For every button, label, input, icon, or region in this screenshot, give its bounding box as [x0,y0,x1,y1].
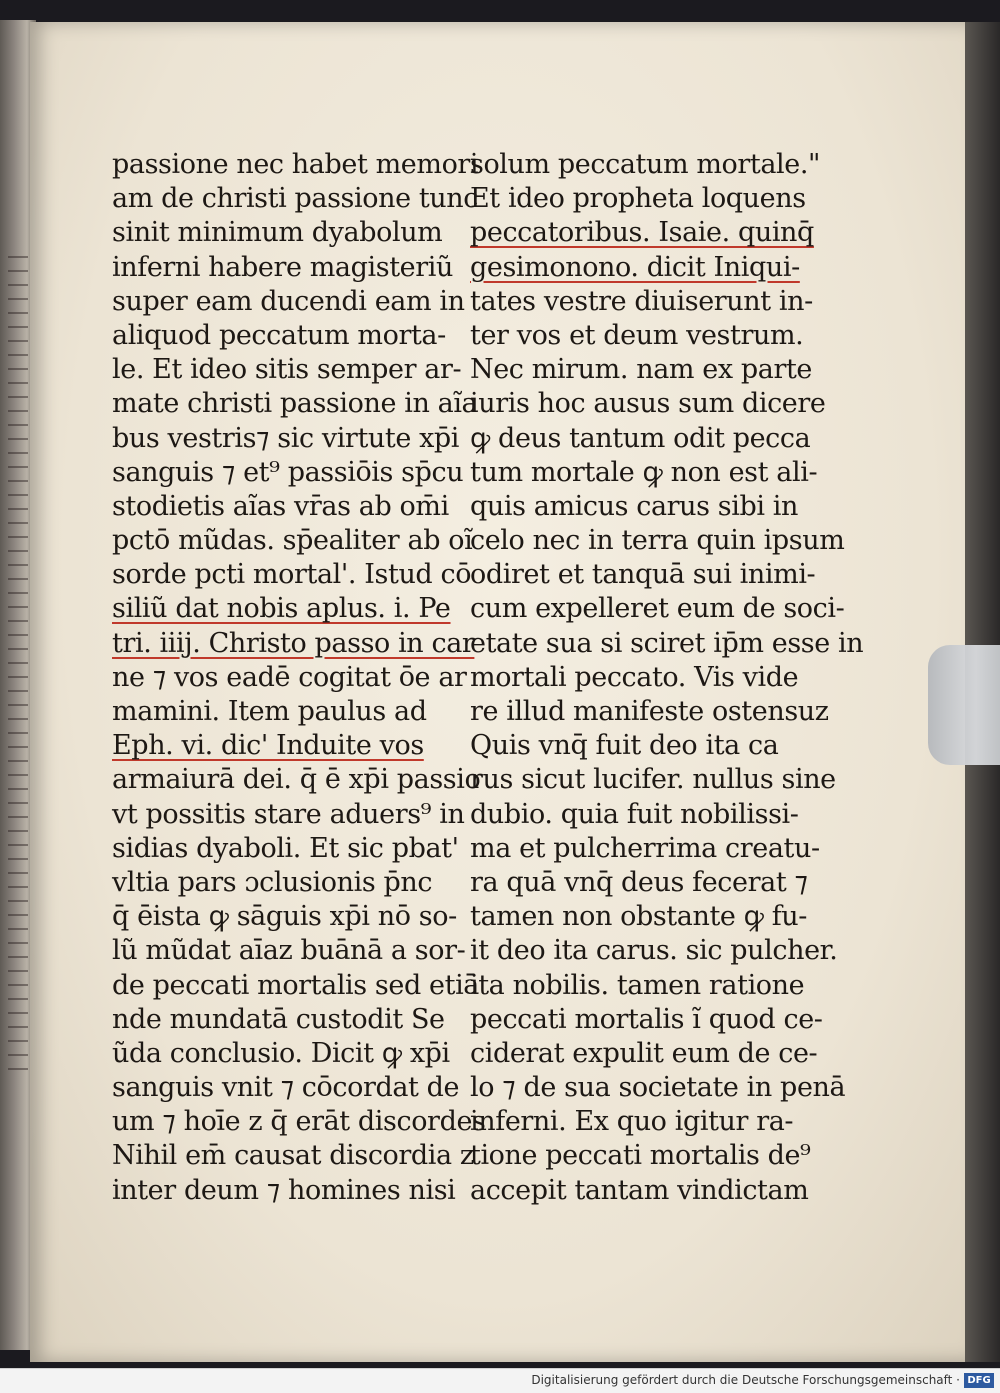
text-line: aliquod peccatum morta- [112,319,446,351]
text-line: re illud manifeste ostensuz [470,696,829,727]
text-line: passione nec habet memori [112,149,479,180]
text-line: sanguis vnit ⁊ cōcordat de [112,1072,460,1104]
text-line: ũda conclusio. Dicit ꝙ xp̄i [112,1037,450,1069]
text-line: bus vestris⁊ sic virtute xp̄i [112,422,460,454]
text-line: Quis vnq̄ fuit deo ita ca [470,730,779,762]
text-line: quis amicus carus sibi in [470,490,799,522]
text-line: stodietis aĩas vr̄as ab om̄i [112,490,449,522]
text-line: mate christi passione in aĩa [112,388,478,420]
text-line: q̄ ēista ꝙ sāguis xp̄i nō so- [112,901,457,933]
text-line: armaiurā dei. q̄ ē xp̄i passio [112,764,481,796]
footer-credit: Digitalisierung gefördert durch die Deutsche Forschungsgemeinschaft · [531,1373,960,1387]
text-line: it deo ita carus. sic pulcher. [470,935,838,967]
text-line: rus sicut lucifer. nullus sine [470,764,836,796]
text-line: Nihil em̄ causat discordia z [112,1140,474,1172]
text-line: ita nobilis. tamen ratione [470,969,805,1001]
text-line: mortali peccato. Vis vide [470,661,799,693]
text-line: lũ mũdat aīaz buānā a sor- [112,935,466,967]
text-line: de peccati mortalis sed etiā [112,969,479,1001]
text-line: ciderat expulit eum de ce- [470,1037,818,1069]
text-line: Et ideo propheta loquens [470,183,806,215]
text-line: solum peccatum mortale." [470,149,821,180]
text-line: sidias dyaboli. Et sic pbat' [112,832,459,864]
text-line: iuris hoc ausus sum dicere [470,388,826,420]
text-line: ma et pulcherrima creatu- [470,832,820,864]
text-line: inferni. Ex quo igitur ra- [470,1106,794,1138]
text-line: tum mortale ꝙ non est ali- [470,456,818,488]
text-line: le. Et ideo sitis semper ar- [112,354,462,386]
text-line: peccati mortalis ĩ quod ce- [470,1003,823,1035]
text-line: inter deum ⁊ homines nisi [112,1174,456,1206]
text-line: tione peccati mortalis de⁹ [470,1140,811,1172]
text-line: ter vos et deum vestrum. [470,319,804,351]
text-line: sorde pcti mortal'. Istud cō [112,559,472,591]
text-line: am de christi passione tunc [112,183,478,215]
text-line: etate sua si sciret ip̄m esse in [470,627,864,659]
text-line: inferni habere magisteriũ [112,251,453,283]
text-line: mamini. Item paulus ad [112,696,427,727]
text-line: accepit tantam vindictam [470,1174,809,1206]
text-line: sanguis ⁊ et⁹ passiōis sp̄cu [112,456,464,488]
text-line: super eam ducendi eam in [112,285,465,317]
text-line: sinit minimum dyabolum [112,217,443,249]
page-clip-tab [928,645,1000,765]
text-line: gesimonono. dicit Iniqui- [470,251,800,283]
text-line: pctō mũdas. sp̄ealiter ab oĩ [112,525,473,557]
text-line: vt possitis stare aduers⁹ in [112,798,465,830]
footer-bar [0,1368,1000,1393]
text-line: ꝙ deus tantum odit pecca [470,422,811,454]
text-line: celo nec in terra quin ipsum [470,525,845,557]
text-line: odiret et tanquā sui inimi- [470,559,816,591]
text-line: cum expelleret eum de soci- [470,593,845,625]
text-line: tri. iiij. Christo passo in car [112,627,475,659]
text-line: siliũ dat nobis aplus. i. Pe [112,593,451,625]
text-line: ra quā vnq̄ deus fecerat ⁊ [470,866,808,898]
text-line: um ⁊ hoīe z q̄ erāt discordes [112,1106,486,1138]
text-line: peccatoribus. Isaie. quinq̄ [470,217,814,249]
left-text-column [112,148,486,1208]
text-line: lo ⁊ de sua societate in penā [470,1072,846,1104]
text-line: vltia pars ɔclusionis p̄nc [112,866,433,898]
right-text-column [470,148,864,1208]
text-line: ne ⁊ vos eadē cogitat ōe ar [112,661,467,693]
dfg-logo: DFG [964,1373,994,1388]
text-line: dubio. quia fuit nobilissi- [470,798,799,830]
text-line: nde mundatā custodit Se [112,1003,445,1035]
text-line: Nec mirum. nam ex parte [470,354,812,386]
text-line: tamen non obstante ꝙ fu- [470,901,808,933]
text-line: Eph. vi. dic' Induite vos [112,730,424,762]
text-line: tates vestre diuiserunt in- [470,285,813,317]
